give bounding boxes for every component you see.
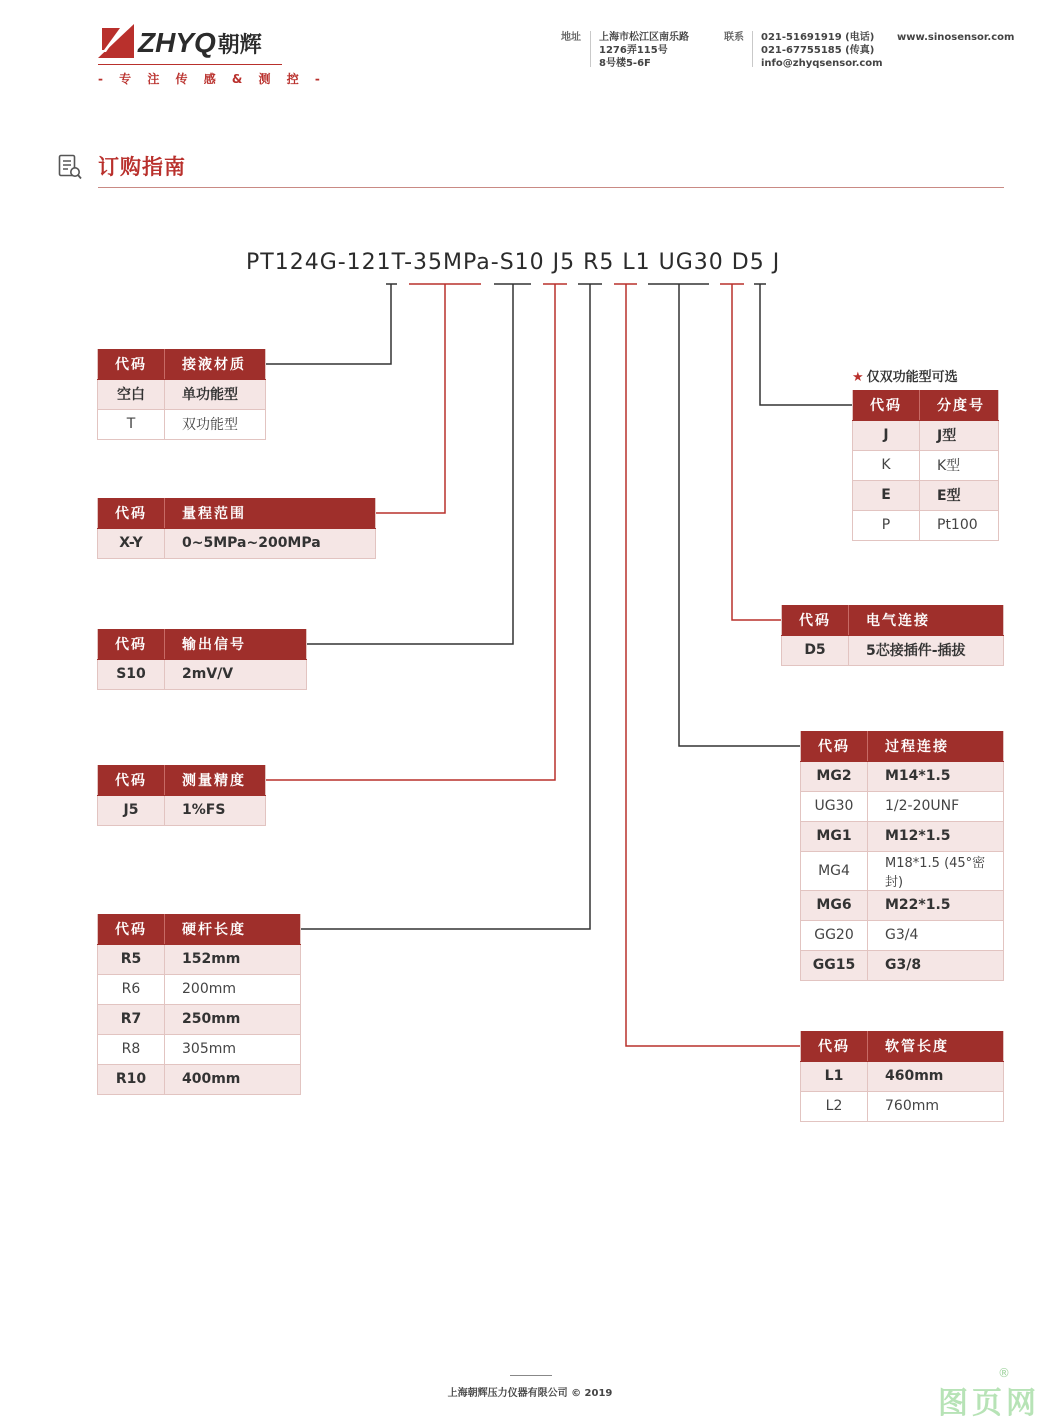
company-slogan: - 专 注 传 感 & 测 控 - [98, 72, 326, 86]
table-thermocouple [852, 390, 999, 541]
footer-copyright: 上海朝辉压力仪器有限公司 © 2019 [447, 1388, 613, 1399]
table-row: L2 760mm [801, 1091, 1004, 1121]
header-label: 电气连接 [849, 605, 1004, 635]
header-label: 软管长度 [868, 1031, 1004, 1061]
table-row: X-Y 0~5MPa~200MPa [98, 528, 376, 558]
table-output [97, 629, 307, 690]
header-code: 代码 [98, 629, 165, 659]
connector-output [307, 284, 513, 644]
dual-function-note: ★ 仅双功能型可选 [852, 370, 958, 385]
header-code: 代码 [782, 605, 849, 635]
table-electrical [781, 605, 1004, 666]
table-row: MG4 M18*1.5 (45°密封) [801, 851, 1004, 890]
table-row: R5 152mm [98, 944, 301, 974]
connector-process [679, 284, 800, 746]
header-code: 代码 [853, 390, 920, 420]
company-logo-text: ZHYQ朝辉 [138, 27, 262, 58]
address-label: 地址 [561, 32, 581, 43]
watermark-logo: 图页网 [938, 1386, 1040, 1421]
table-row: MG1 M12*1.5 [801, 821, 1004, 851]
table-row: R8 305mm [98, 1034, 301, 1064]
connector-range [376, 284, 445, 513]
table-row: T 双功能型 [98, 409, 266, 439]
contact-text: 021-51691919 (电话) 021-67755185 (传真) info@zhyqsensor.com [761, 32, 883, 69]
table-row: MG2 M14*1.5 [801, 761, 1004, 791]
table-row: S10 2mV/V [98, 659, 307, 689]
table-row: R10 400mm [98, 1064, 301, 1094]
connector-electrical [732, 284, 781, 620]
header-code: 代码 [801, 1031, 868, 1061]
table-row: UG30 1/2-20UNF [801, 791, 1004, 821]
website-link[interactable]: www.sinosensor.com [897, 32, 1015, 43]
star-icon: ★ [852, 370, 864, 385]
header-code: 代码 [98, 914, 165, 944]
table-material [97, 349, 266, 440]
watermark-registered-mark: ® [998, 1366, 1010, 1380]
address-text: 上海市松江区南乐路 1276弄115号 8号楼5-6F [599, 32, 689, 69]
table-hose [800, 1031, 1004, 1122]
header-label: 接液材质 [165, 349, 266, 379]
table-row: L1 460mm [801, 1061, 1004, 1091]
header-label: 输出信号 [165, 629, 307, 659]
header-label: 硬杆长度 [165, 914, 301, 944]
header-code: 代码 [801, 731, 868, 761]
table-row: GG15 G3/8 [801, 950, 1004, 980]
header-label: 分度号 [920, 390, 999, 420]
table-row: R7 250mm [98, 1004, 301, 1034]
table-row: J5 1%FS [98, 795, 266, 825]
table-row: R6 200mm [98, 974, 301, 1004]
table-row: GG20 G3/4 [801, 920, 1004, 950]
connector-material [266, 284, 391, 364]
table-row: D5 5芯接插件-插拔 [782, 635, 1004, 665]
connector-hose [626, 284, 800, 1046]
table-row: E E型 [853, 480, 999, 510]
header-code: 代码 [98, 498, 165, 528]
table-row: K K型 [853, 450, 999, 480]
table-row: MG6 M22*1.5 [801, 890, 1004, 920]
header-label: 过程连接 [868, 731, 1004, 761]
header-label: 量程范围 [165, 498, 376, 528]
table-row: 空白 单功能型 [98, 379, 266, 409]
model-code: PT124G-121T-35MPa-S10 J5 R5 L1 UG30 D5 J [246, 250, 781, 275]
footer-divider [510, 1375, 552, 1376]
header-code: 代码 [98, 349, 165, 379]
table-range [97, 498, 376, 559]
connector-thermocouple [760, 284, 852, 405]
table-accuracy [97, 765, 266, 826]
section-title: 订购指南 [98, 155, 186, 179]
email-link[interactable]: info@zhyqsensor.com [761, 58, 883, 69]
header-label: 测量精度 [165, 765, 266, 795]
header-code: 代码 [98, 765, 165, 795]
table-rod [97, 914, 301, 1095]
contact-label: 联系 [724, 32, 744, 43]
table-row: J J型 [853, 420, 999, 450]
table-process [800, 731, 1004, 981]
table-row: P Pt100 [853, 510, 999, 540]
